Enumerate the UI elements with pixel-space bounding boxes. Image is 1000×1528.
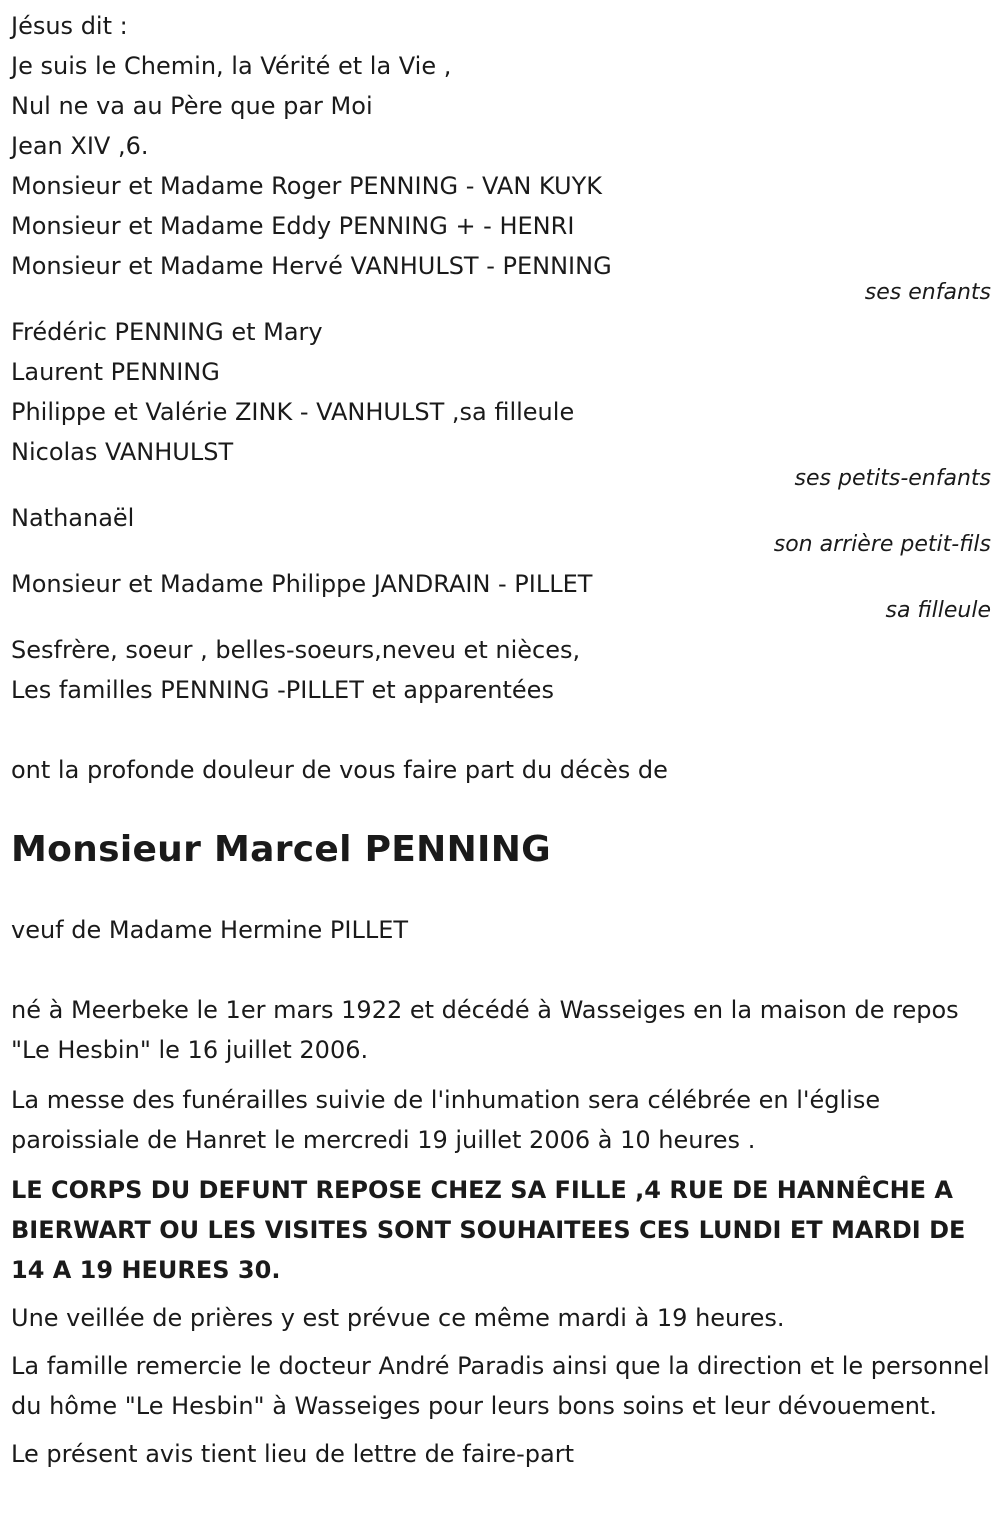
quote-block (11, 6, 991, 166)
visitation-paragraph: LE CORPS DU DEFUNT REPOSE CHEZ SA FILLE ,4 RUE DE HANNÊCHE A BIERWART OU LES VISITES SONT SOUHAITEES CES LUNDI ET MARDI DE 14 A 19 HEURES 30. (11, 1176, 966, 1284)
grandchild-name: Nicolas VANHULST (11, 438, 234, 466)
quote-line: Je suis le Chemin, la Vérité et la Vie , (11, 52, 452, 80)
thanks-paragraph: La famille remercie le docteur André Paradis ainsi que la direction et le personnel du hôme "Le Hesbin" à Wasseiges pour leurs bons soins et leur dévouement. (11, 1352, 990, 1420)
great-grandchild-block (11, 498, 991, 558)
widower-of: veuf de Madame Hermine PILLET (11, 916, 409, 944)
child-name: Monsieur et Madame Roger PENNING - VAN KUYK (11, 172, 602, 200)
birth-death-paragraph: né à Meerbeke le 1er mars 1922 et décédé à Wasseiges en la maison de repos "Le Hesbin" le 16 juillet 2006. (11, 996, 959, 1064)
children-role: ses enfants (864, 280, 991, 305)
goddaughter-role: sa filleule (885, 598, 991, 623)
family-line: Sesfrère, soeur , belles-soeurs,neveu et nièces, (11, 636, 581, 664)
quote-line: Jésus dit : (11, 12, 128, 40)
grandchildren-block (11, 312, 991, 492)
deceased-name: Monsieur Marcel PENNING (11, 829, 551, 870)
announcement: ont la profonde douleur de vous faire part du décès de (11, 756, 668, 784)
child-name: Monsieur et Madame Hervé VANHULST - PENNING (11, 252, 612, 280)
death-notice (11, 6, 991, 1474)
funeral-paragraph: La messe des funérailles suivie de l'inhumation sera célébrée en l'église paroissiale de Hanret le mercredi 19 juillet 2006 à 10 heures . (11, 1086, 881, 1154)
great-grandchild-name: Nathanaël (11, 504, 135, 532)
family-line: Les familles PENNING -PILLET et apparentées (11, 676, 554, 704)
grandchildren-role: ses petits-enfants (794, 466, 991, 491)
vigil-paragraph: Une veillée de prières y est prévue ce même mardi à 19 heures. (11, 1304, 785, 1332)
children-block (11, 166, 991, 306)
child-name: Monsieur et Madame Eddy PENNING + - HENRI (11, 212, 575, 240)
great-grandchild-role: son arrière petit-fils (773, 532, 991, 557)
grandchild-name: Frédéric PENNING et Mary (11, 318, 323, 346)
goddaughter-block (11, 564, 991, 624)
quote-reference: Jean XIV ,6. (11, 132, 149, 160)
closing-line: Le présent avis tient lieu de lettre de faire-part (11, 1440, 575, 1468)
quote-line: Nul ne va au Père que par Moi (11, 92, 373, 120)
grandchild-name: Laurent PENNING (11, 358, 220, 386)
family-block (11, 630, 991, 710)
goddaughter-name: Monsieur et Madame Philippe JANDRAIN - PILLET (11, 570, 593, 598)
grandchild-name: Philippe et Valérie ZINK - VANHULST ,sa filleule (11, 398, 575, 426)
